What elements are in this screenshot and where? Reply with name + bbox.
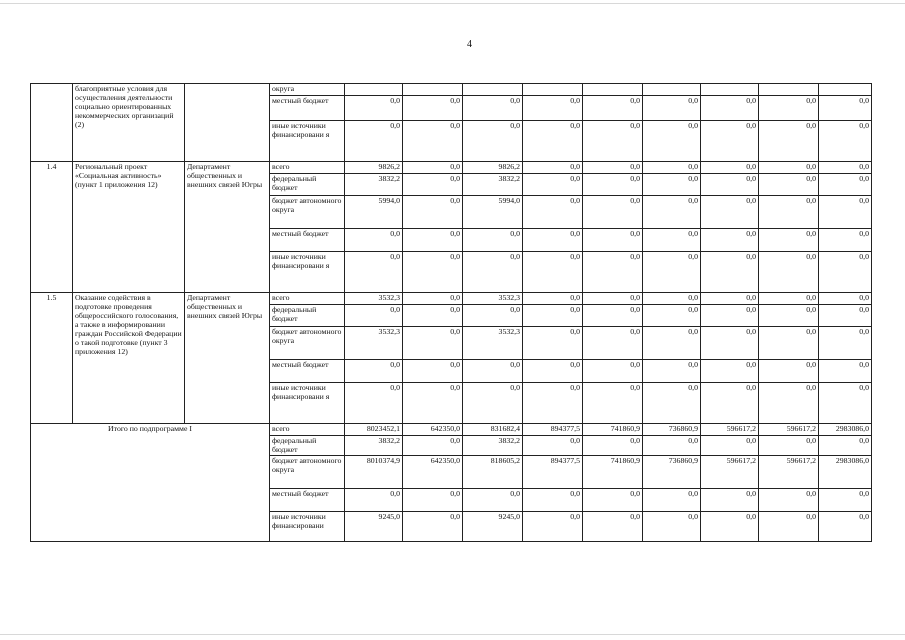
item-number: 1.4 <box>31 162 73 293</box>
value-cell: 0,0 <box>523 121 583 162</box>
item-name: Региональный проект «Социальная активность» (пункт 1 приложения 12) <box>73 162 185 293</box>
value-cell: 8023452,1 <box>345 424 403 436</box>
value-cell <box>819 84 872 96</box>
value-cell: 0,0 <box>759 174 819 196</box>
value-cell: 5994,0 <box>463 196 523 229</box>
item-name: благоприятные условия для осуществления деятельности социально ориентированных некоммерческих организаций (2) <box>73 84 185 162</box>
table-row <box>31 162 872 174</box>
value-cell: 0,0 <box>759 489 819 512</box>
value-cell: 0,0 <box>643 489 701 512</box>
value-cell: 9245,0 <box>463 512 523 542</box>
value-cell: 642350,0 <box>403 456 463 489</box>
funding-source: бюджет автономного округа <box>270 327 345 360</box>
value-cell: 0,0 <box>643 196 701 229</box>
value-cell: 0,0 <box>345 383 403 424</box>
value-cell: 0,0 <box>403 383 463 424</box>
value-cell: 0,0 <box>523 512 583 542</box>
value-cell: 0,0 <box>643 293 701 305</box>
value-cell <box>345 84 403 96</box>
value-cell: 0,0 <box>759 293 819 305</box>
funding-source: федеральный бюджет <box>270 436 345 456</box>
value-cell: 0,0 <box>759 360 819 383</box>
total-row <box>31 424 872 436</box>
value-cell: 0,0 <box>819 96 872 121</box>
value-cell: 0,0 <box>523 293 583 305</box>
value-cell: 0,0 <box>819 512 872 542</box>
value-cell: 2983086,0 <box>819 456 872 489</box>
value-cell: 894377,5 <box>523 456 583 489</box>
value-cell: 0,0 <box>759 512 819 542</box>
value-cell: 0,0 <box>523 383 583 424</box>
value-cell: 642350,0 <box>403 424 463 436</box>
total-label: Итого по подпрограмме I <box>31 424 270 542</box>
value-cell: 0,0 <box>819 162 872 174</box>
value-cell: 0,0 <box>403 305 463 327</box>
value-cell <box>701 84 759 96</box>
value-cell: 2983086,0 <box>819 424 872 436</box>
value-cell <box>403 84 463 96</box>
funding-source: федеральный бюджет <box>270 174 345 196</box>
value-cell: 3532,3 <box>463 327 523 360</box>
table-row <box>31 84 872 96</box>
value-cell: 0,0 <box>643 121 701 162</box>
item-executor <box>185 84 270 162</box>
value-cell: 3532,3 <box>463 293 523 305</box>
value-cell <box>759 84 819 96</box>
item-number: 1.5 <box>31 293 73 424</box>
value-cell: 0,0 <box>759 436 819 456</box>
value-cell: 0,0 <box>345 96 403 121</box>
value-cell: 0,0 <box>523 229 583 252</box>
value-cell: 0,0 <box>345 360 403 383</box>
value-cell: 0,0 <box>403 327 463 360</box>
value-cell: 0,0 <box>819 196 872 229</box>
value-cell: 741860,9 <box>583 424 643 436</box>
value-cell: 0,0 <box>583 305 643 327</box>
value-cell: 0,0 <box>819 229 872 252</box>
value-cell: 596617,2 <box>759 456 819 489</box>
value-cell: 0,0 <box>643 327 701 360</box>
value-cell: 0,0 <box>403 360 463 383</box>
value-cell: 0,0 <box>759 383 819 424</box>
value-cell: 741860,9 <box>583 456 643 489</box>
budget-table <box>30 83 872 542</box>
value-cell: 0,0 <box>759 162 819 174</box>
value-cell: 0,0 <box>403 174 463 196</box>
value-cell: 0,0 <box>523 96 583 121</box>
value-cell <box>583 84 643 96</box>
value-cell: 0,0 <box>759 229 819 252</box>
value-cell: 0,0 <box>523 252 583 293</box>
value-cell: 0,0 <box>819 293 872 305</box>
value-cell: 0,0 <box>643 512 701 542</box>
funding-source: иные источники финансировани я <box>270 383 345 424</box>
value-cell <box>463 84 523 96</box>
item-name: Оказание содействия в подготовке проведения общероссийского голосования, а также в информировании граждан Российской Федерации о такой подготовке (пункт 3 приложения 12) <box>73 293 185 424</box>
value-cell: 0,0 <box>643 360 701 383</box>
value-cell: 0,0 <box>819 174 872 196</box>
funding-source: местный бюджет <box>270 489 345 512</box>
table-row <box>31 293 872 305</box>
value-cell: 3832,2 <box>345 436 403 456</box>
value-cell: 0,0 <box>819 252 872 293</box>
item-number <box>31 84 73 162</box>
value-cell: 0,0 <box>583 489 643 512</box>
funding-source: иные источники финансировани я <box>270 121 345 162</box>
value-cell: 596617,2 <box>759 424 819 436</box>
value-cell: 0,0 <box>701 162 759 174</box>
value-cell: 0,0 <box>643 174 701 196</box>
value-cell: 0,0 <box>701 96 759 121</box>
value-cell: 0,0 <box>759 196 819 229</box>
value-cell: 9826,2 <box>345 162 403 174</box>
value-cell: 0,0 <box>701 196 759 229</box>
value-cell: 0,0 <box>403 96 463 121</box>
value-cell: 0,0 <box>523 162 583 174</box>
value-cell: 818605,2 <box>463 456 523 489</box>
value-cell: 0,0 <box>523 305 583 327</box>
funding-source: всего <box>270 162 345 174</box>
value-cell: 0,0 <box>583 436 643 456</box>
value-cell: 736860,9 <box>643 456 701 489</box>
funding-source: федеральный бюджет <box>270 305 345 327</box>
value-cell: 3832,2 <box>345 174 403 196</box>
value-cell: 8010374,9 <box>345 456 403 489</box>
value-cell: 0,0 <box>583 121 643 162</box>
value-cell: 0,0 <box>583 293 643 305</box>
value-cell: 894377,5 <box>523 424 583 436</box>
value-cell: 0,0 <box>819 305 872 327</box>
value-cell: 0,0 <box>643 162 701 174</box>
scan-artifact-top <box>0 3 905 4</box>
value-cell: 0,0 <box>583 174 643 196</box>
funding-source: местный бюджет <box>270 360 345 383</box>
value-cell: 0,0 <box>463 383 523 424</box>
value-cell: 3832,2 <box>463 436 523 456</box>
value-cell: 0,0 <box>583 360 643 383</box>
value-cell: 736860,9 <box>643 424 701 436</box>
value-cell: 0,0 <box>523 436 583 456</box>
value-cell: 0,0 <box>403 252 463 293</box>
value-cell: 831682,4 <box>463 424 523 436</box>
value-cell: 5994,0 <box>345 196 403 229</box>
value-cell: 596617,2 <box>701 424 759 436</box>
value-cell: 0,0 <box>583 162 643 174</box>
value-cell: 9245,0 <box>345 512 403 542</box>
funding-source: округа <box>270 84 345 96</box>
value-cell: 0,0 <box>345 252 403 293</box>
value-cell: 0,0 <box>523 174 583 196</box>
value-cell: 0,0 <box>643 436 701 456</box>
value-cell: 0,0 <box>463 489 523 512</box>
value-cell: 0,0 <box>583 229 643 252</box>
value-cell: 0,0 <box>701 327 759 360</box>
funding-source: иные источники финансировани <box>270 512 345 542</box>
table-body <box>31 84 872 542</box>
funding-source: всего <box>270 424 345 436</box>
funding-source: местный бюджет <box>270 229 345 252</box>
value-cell: 0,0 <box>583 252 643 293</box>
value-cell: 0,0 <box>819 436 872 456</box>
value-cell: 0,0 <box>403 196 463 229</box>
value-cell: 0,0 <box>403 489 463 512</box>
value-cell: 0,0 <box>463 305 523 327</box>
value-cell: 0,0 <box>345 489 403 512</box>
value-cell: 3532,3 <box>345 293 403 305</box>
value-cell: 0,0 <box>643 229 701 252</box>
value-cell: 0,0 <box>463 229 523 252</box>
value-cell: 0,0 <box>403 293 463 305</box>
value-cell: 0,0 <box>819 489 872 512</box>
value-cell: 0,0 <box>643 96 701 121</box>
page-number: 4 <box>467 39 472 50</box>
funding-source: бюджет автономного округа <box>270 196 345 229</box>
value-cell: 0,0 <box>701 360 759 383</box>
value-cell: 0,0 <box>583 512 643 542</box>
value-cell <box>643 84 701 96</box>
value-cell: 0,0 <box>819 360 872 383</box>
value-cell: 0,0 <box>583 96 643 121</box>
value-cell: 0,0 <box>701 252 759 293</box>
value-cell: 0,0 <box>583 383 643 424</box>
value-cell: 0,0 <box>759 327 819 360</box>
funding-source: всего <box>270 293 345 305</box>
value-cell: 0,0 <box>523 327 583 360</box>
value-cell: 0,0 <box>583 327 643 360</box>
value-cell: 596617,2 <box>701 456 759 489</box>
value-cell: 0,0 <box>403 436 463 456</box>
value-cell: 3832,2 <box>463 174 523 196</box>
value-cell: 0,0 <box>701 436 759 456</box>
value-cell: 0,0 <box>819 121 872 162</box>
value-cell: 0,0 <box>403 229 463 252</box>
value-cell: 0,0 <box>701 305 759 327</box>
scan-artifact-bottom <box>0 634 905 635</box>
value-cell: 0,0 <box>701 383 759 424</box>
value-cell: 0,0 <box>759 121 819 162</box>
value-cell: 0,0 <box>759 305 819 327</box>
value-cell: 0,0 <box>523 196 583 229</box>
value-cell: 0,0 <box>403 121 463 162</box>
value-cell <box>523 84 583 96</box>
value-cell: 9826,2 <box>463 162 523 174</box>
value-cell: 0,0 <box>643 383 701 424</box>
item-executor: Департамент общественных и внешних связей Югры <box>185 293 270 424</box>
value-cell: 0,0 <box>463 252 523 293</box>
funding-source: местный бюджет <box>270 96 345 121</box>
value-cell: 0,0 <box>819 327 872 360</box>
value-cell: 0,0 <box>643 305 701 327</box>
value-cell: 3532,3 <box>345 327 403 360</box>
value-cell: 0,0 <box>345 121 403 162</box>
value-cell: 0,0 <box>701 293 759 305</box>
value-cell: 0,0 <box>463 360 523 383</box>
value-cell: 0,0 <box>701 489 759 512</box>
value-cell: 0,0 <box>643 252 701 293</box>
value-cell: 0,0 <box>701 512 759 542</box>
value-cell: 0,0 <box>463 121 523 162</box>
value-cell: 0,0 <box>523 489 583 512</box>
value-cell: 0,0 <box>701 229 759 252</box>
value-cell: 0,0 <box>345 229 403 252</box>
value-cell: 0,0 <box>403 512 463 542</box>
value-cell: 0,0 <box>523 360 583 383</box>
value-cell: 0,0 <box>759 96 819 121</box>
value-cell: 0,0 <box>819 383 872 424</box>
value-cell: 0,0 <box>701 174 759 196</box>
value-cell: 0,0 <box>463 96 523 121</box>
value-cell: 0,0 <box>759 252 819 293</box>
value-cell: 0,0 <box>701 121 759 162</box>
funding-source: бюджет автономного округа <box>270 456 345 489</box>
funding-source: иные источники финансировани я <box>270 252 345 293</box>
item-executor: Департамент общественных и внешних связей Югры <box>185 162 270 293</box>
value-cell: 0,0 <box>345 305 403 327</box>
value-cell: 0,0 <box>403 162 463 174</box>
value-cell: 0,0 <box>583 196 643 229</box>
